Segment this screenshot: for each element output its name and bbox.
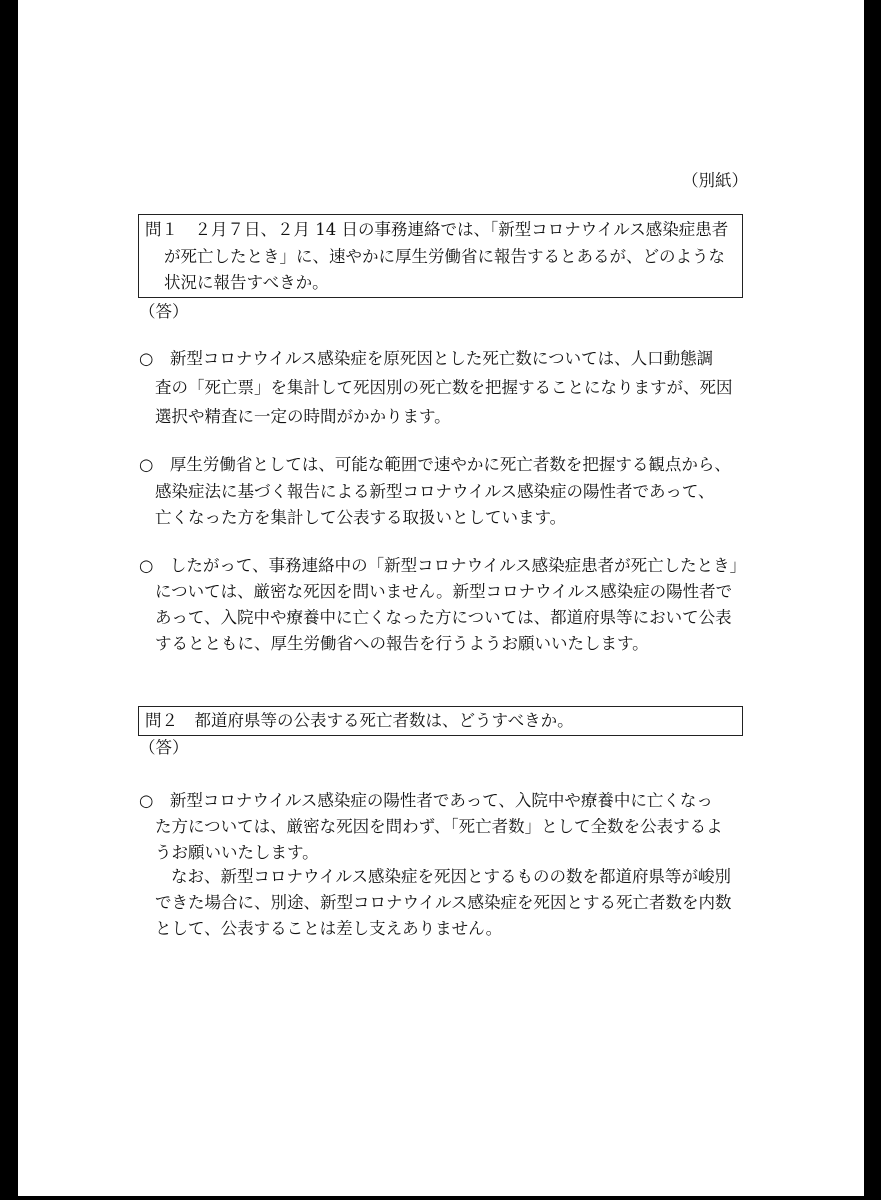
answer-2-paragraph-line: うお願いいたします。	[155, 843, 319, 862]
answer-2-paragraph-line: なお、新型コロナウイルス感染症を死因とするものの数を都道府県等が峻別	[171, 867, 732, 886]
answer-1-paragraph-1-line: 査の「死亡票」を集計して死因別の死亡数を把握することになりますが、死因	[155, 378, 733, 397]
question-1-line: が死亡したとき」に、速やかに厚生労働省に報告するとあるが、どのような	[164, 247, 725, 266]
answer-1-paragraph-2-line: 感染症法に基づく報告による新型コロナウイルス感染症の陽性者であって、	[155, 482, 715, 501]
answer-1-paragraph-3-line: あって、入院中や療養中に亡くなった方については、都道府県等において公表	[155, 608, 732, 627]
answer-label-1: （答）	[139, 302, 189, 321]
answer-2-paragraph-line: できた場合に、別途、新型コロナウイルス感染症を死因とする死亡者数を内数	[155, 893, 732, 912]
answer-1-paragraph-1-line: ○ 新型コロナウイルス感染症を原死因とした死亡数については、人口動態調	[139, 349, 714, 368]
answer-2-paragraph-line: た方については、厳密な死因を問わず、「死亡者数」として全数を公表するよ	[155, 817, 723, 836]
answer-1-paragraph-2-line: ○ 厚生労働省としては、可能な範囲で速やかに死亡者数を把握する観点から、	[139, 455, 731, 474]
question-1-line: 状況に報告すべきか。	[164, 273, 329, 292]
answer-label-2: （答）	[139, 738, 189, 757]
question-1-line: 問１ ２月７日、２月 14 日の事務連絡では、「新型コロナウイルス感染症患者	[145, 220, 729, 239]
question-2-line: 問２ 都道府県等の公表する死亡者数は、どうすべきか。	[145, 711, 574, 730]
answer-1-paragraph-1-line: 選択や精査に一定の時間がかかります。	[155, 407, 451, 426]
answer-1-paragraph-3-line: するとともに、厚生労働省への報告を行うようお願いいたします。	[155, 634, 649, 653]
answer-1-paragraph-3-line: ○ したがって、事務連絡中の「新型コロナウイルス感染症患者が死亡したとき」	[139, 556, 747, 575]
answer-2-paragraph-line: ○ 新型コロナウイルス感染症の陽性者であって、入院中や療養中に亡くなっ	[139, 791, 713, 810]
attachment-label: （別紙）	[682, 171, 748, 190]
answer-2-paragraph-line: として、公表することは差し支えありません。	[155, 919, 503, 938]
answer-1-paragraph-2-line: 亡くなった方を集計して公表する取扱いとしています。	[155, 508, 567, 527]
answer-1-paragraph-3-line: については、厳密な死因を問いません。新型コロナウイルス感染症の陽性者で	[155, 582, 733, 601]
document-page	[18, 0, 864, 1196]
